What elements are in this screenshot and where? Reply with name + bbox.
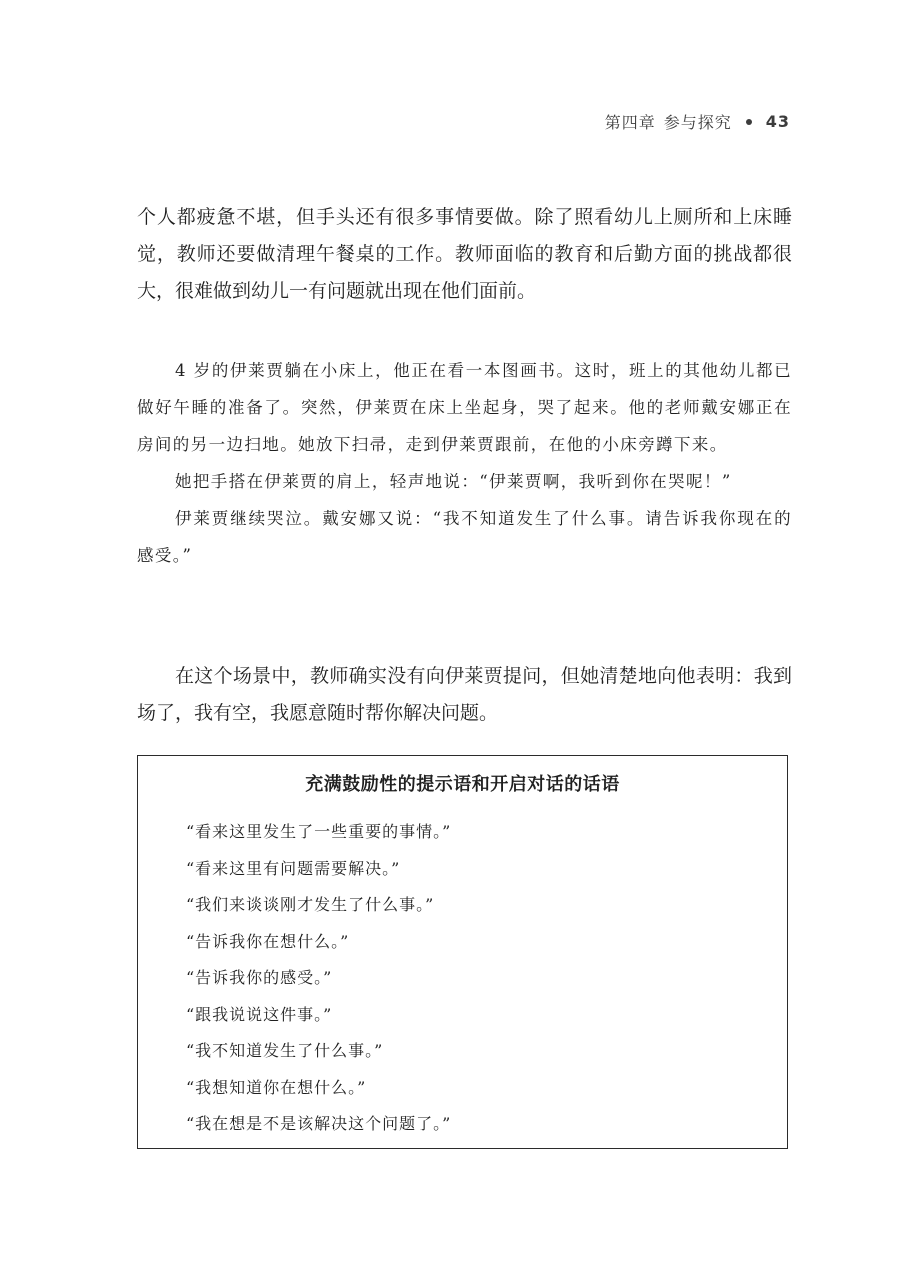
prompts-box-title: 充满鼓励性的提示语和开启对话的话语 xyxy=(305,774,620,795)
running-header xyxy=(605,110,790,133)
page-number: 43 xyxy=(765,112,790,131)
list-item: “我在想是不是该解决这个问题了。” xyxy=(186,1114,452,1133)
list-item: “告诉我你的感受。” xyxy=(186,968,333,987)
story-paragraph-2: 她把手搭在伊莱贾的肩上，轻声地说：“伊莱贾啊，我听到你在哭呢！” xyxy=(175,472,732,491)
bullet-separator-icon xyxy=(746,119,752,125)
list-item: “告诉我你在想什么。” xyxy=(186,931,350,951)
list-item: “我不知道发生了什么事。” xyxy=(186,1041,384,1060)
story-paragraph-3: 伊莱贾继续哭泣。戴安娜又说：“我不知道发生了什么事。请告诉我你现在的感受。” xyxy=(137,509,792,565)
story-paragraph-1: 4 岁的伊莱贾躺在小床上，他正在看一本图画书。这时，班上的其他幼儿都已做好午睡的准备了。突然，伊莱贾在床上坐起身，哭了起来。他的老师戴安娜正在房间的另一边扫地。她放下扫帚，走到伊莱贾跟前，在他的小床旁蹲下来。 xyxy=(137,361,792,454)
list-item: “看来这里发生了一些重要的事情。” xyxy=(186,822,452,841)
list-item: “跟我说说这件事。” xyxy=(186,1004,333,1024)
body-paragraph-bottom: 在这个场景中，教师确实没有向伊莱贾提问，但她清楚地向他表明：我到场了，我有空，我愿意随时帮你解决问题。 xyxy=(137,665,792,724)
prompts-box xyxy=(137,755,788,1149)
body-paragraph-top: 个人都疲惫不堪，但手头还有很多事情要做。除了照看幼儿上厕所和上床睡觉，教师还要做清理午餐桌的工作。教师面临的教育和后勤方面的挑战都很大，很难做到幼儿一有问题就出现在他们面前。 xyxy=(137,206,792,302)
section-label: 参与探究 xyxy=(663,113,732,132)
list-item: “看来这里有问题需要解决。” xyxy=(186,858,401,878)
story-excerpt xyxy=(137,352,792,574)
chapter-label: 第四章 xyxy=(604,113,656,132)
list-item: “我们来谈谈刚才发生了什么事。” xyxy=(186,895,435,914)
list-item: “我想知道你在想什么。” xyxy=(186,1077,367,1097)
prompts-list xyxy=(186,814,451,1143)
